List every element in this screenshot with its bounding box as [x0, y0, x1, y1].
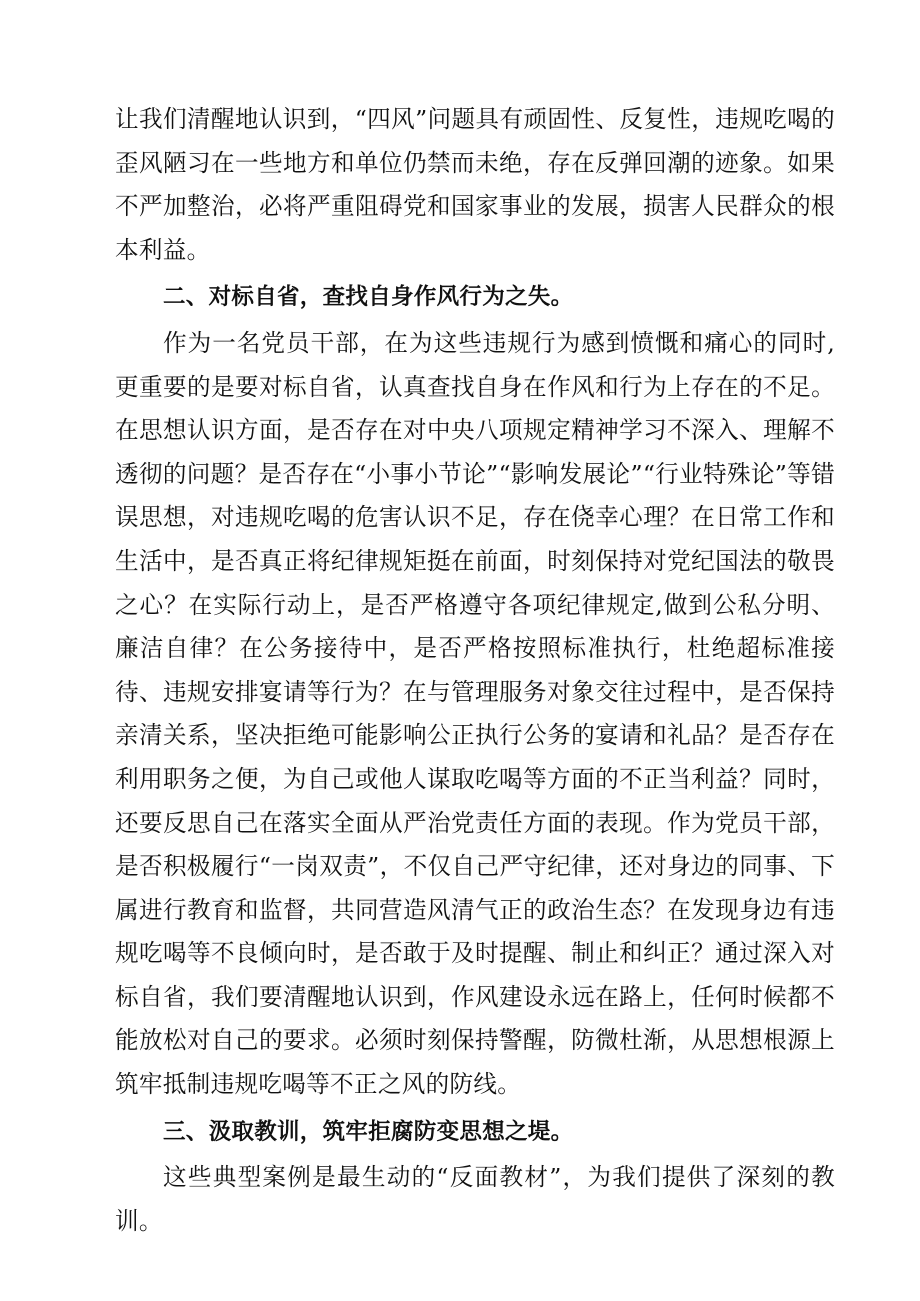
- paragraph-continuation: 让我们清醒地认识到，“四风”问题具有顽固性、反复性，违规吃喝的歪风陋习在一些地方和单位仍禁而未绝，存在反弹回潮的迹象。如果不严加整治，必将严重阻碍党和国家事业的发展，损害人民群众的根本利益。: [115, 105, 835, 264]
- section-heading-2: 二、对标自省，查找自身作风行为之失。: [163, 284, 574, 311]
- section-heading-3: 三、汲取教训，筑牢拒腐防变思想之堤。: [163, 1118, 574, 1145]
- document-body: [115, 98, 835, 1243]
- paragraph-self-examination: 作为一名党员干部，在为这些违规行为感到愤慨和痛心的同时,更重要的是要对标自省，认真查找自身在作风和行为上存在的不足。在思想认识方面，是否存在对中央八项规定精神学习不深入、理解不透彻的问题？是否存在“小事小节论”“影响发展论”“行业特殊论”等错误思想，对违规吃喝的危害认识不足，存在侥幸心理？在日常工作和生活中，是否真正将纪律规矩挺在前面，时刻保持对党纪国法的敬畏之心？在实际行动上，是否严格遵守各项纪律规定,做到公私分明、廉洁自律？在公务接待中，是否严格按照标准执行，杜绝超标准接待、违规安排宴请等行为？在与管理服务对象交往过程中，是否保持亲清关系，坚决拒绝可能影响公正执行公务的宴请和礼品？是否存在利用职务之便，为自己或他人谋取吃喝等方面的不正当利益？同时，还要反思自己在落实全面从严治党责任方面的表现。作为党员干部，是否积极履行“一岗双责”，不仅自己严守纪律，还对身边的同事、下属进行教育和监督，共同营造风清气正的政治生态？在发现身边有违规吃喝等不良倾向时，是否敢于及时提醒、制止和纠正？通过深入对标自省，我们要清醒地认识到，作风建设永远在路上，任何时候都不能放松对自己的要求。必须时刻保持警醒，防微杜渐，从思想根源上筑牢抵制违规吃喝等不正之风的防线。: [115, 328, 835, 1099]
- paragraph-lessons: 这些典型案例是最生动的“反面教材”，为我们提供了深刻的教训。: [115, 1163, 835, 1235]
